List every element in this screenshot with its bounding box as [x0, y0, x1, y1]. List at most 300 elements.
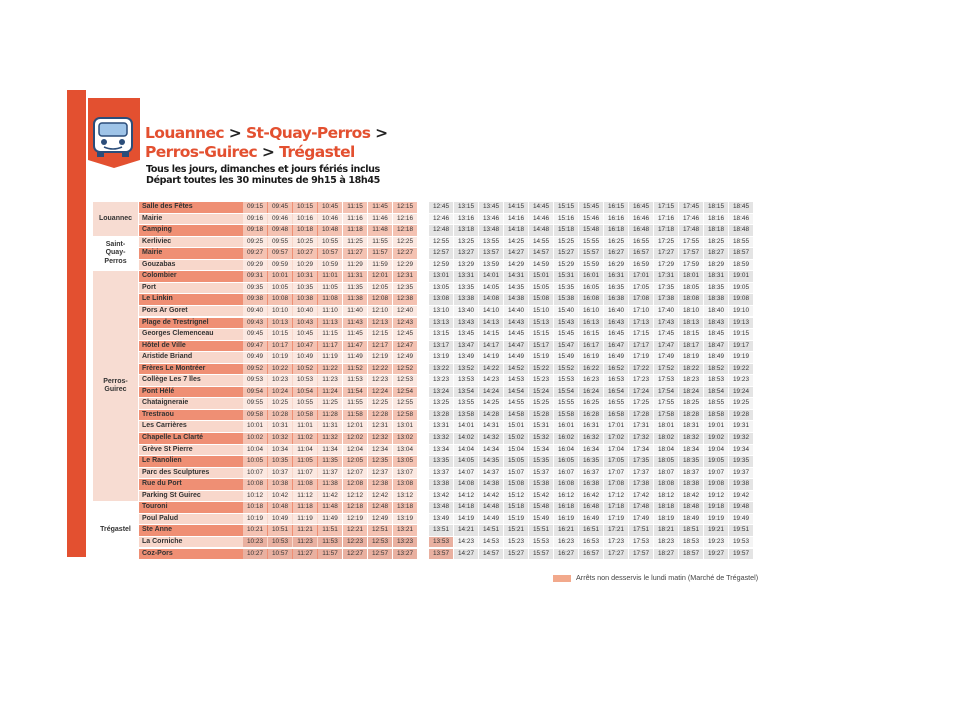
- departure-time: 11:47: [343, 341, 367, 352]
- departure-time: 11:38: [343, 294, 367, 305]
- departure-time: 13:19: [393, 514, 417, 525]
- departure-time: 09:48: [268, 225, 292, 236]
- departure-time: 16:48: [629, 225, 653, 236]
- stop-name: Mairie: [139, 214, 335, 225]
- departure-time: 16:02: [554, 433, 578, 444]
- departure-time: 14:47: [504, 341, 528, 352]
- departure-time: 17:46: [679, 214, 703, 225]
- route-via-2: Perros-Guirec: [145, 143, 258, 161]
- departure-time: 19:10: [729, 306, 753, 317]
- departure-time: 15:19: [504, 514, 528, 525]
- departure-time: 15:48: [529, 502, 553, 513]
- departure-time: 10:01: [243, 421, 267, 432]
- departure-time: 16:47: [604, 341, 628, 352]
- departure-time: 11:13: [318, 318, 342, 329]
- departure-time: 15:31: [529, 421, 553, 432]
- departure-time: 11:45: [343, 329, 367, 340]
- departure-time: 18:54: [704, 387, 728, 398]
- departure-time: 11:08: [293, 479, 317, 490]
- departure-time: 19:12: [704, 491, 728, 502]
- departure-time: 17:48: [679, 225, 703, 236]
- departure-time: 14:57: [529, 248, 553, 259]
- departure-time: 18:19: [679, 352, 703, 363]
- departure-time: 13:55: [479, 237, 503, 248]
- departure-time: 17:45: [679, 202, 703, 213]
- departure-time: 12:04: [343, 445, 367, 456]
- departure-time: 13:29: [454, 260, 478, 271]
- departure-time: 19:01: [729, 271, 753, 282]
- departure-time: 09:18: [243, 225, 267, 236]
- departure-time: 10:48: [268, 502, 292, 513]
- departure-time: 10:37: [268, 468, 292, 479]
- departure-time: 18:01: [679, 271, 703, 282]
- departure-time: 18:07: [654, 468, 678, 479]
- departure-time: 14:24: [479, 387, 503, 398]
- departure-time: 14:18: [504, 225, 528, 236]
- stop-name: Chataigneraie: [139, 398, 335, 409]
- departure-time: 16:55: [604, 398, 628, 409]
- departure-time: 13:52: [454, 364, 478, 375]
- departure-time: 17:42: [629, 491, 653, 502]
- departure-time: 13:49: [429, 514, 453, 525]
- departure-time: 15:02: [504, 433, 528, 444]
- departure-time: 16:35: [579, 456, 603, 467]
- stop-name: Parking St Guirec: [139, 491, 335, 502]
- legend-swatch: [553, 575, 571, 582]
- departure-time: 15:59: [579, 260, 603, 271]
- stop-name: Le Ranolien: [139, 456, 335, 467]
- departure-time: 17:34: [629, 445, 653, 456]
- departure-time: 10:15: [268, 329, 292, 340]
- departure-time: 10:49: [293, 352, 317, 363]
- departure-time: 09:59: [268, 260, 292, 271]
- departure-time: 16:25: [604, 237, 628, 248]
- departure-time: 14:01: [454, 421, 478, 432]
- departure-time: 13:38: [454, 294, 478, 305]
- departure-time: 16:23: [554, 537, 578, 548]
- departure-time: 11:40: [343, 306, 367, 317]
- departure-time: 11:55: [343, 398, 367, 409]
- departure-time: 19:17: [729, 341, 753, 352]
- departure-time: 12:40: [393, 306, 417, 317]
- departure-time: 15:04: [504, 445, 528, 456]
- departure-time: 14:43: [504, 318, 528, 329]
- departure-time: 12:29: [393, 260, 417, 271]
- departure-time: 10:35: [268, 456, 292, 467]
- departure-time: 16:53: [579, 537, 603, 548]
- departure-time: 13:07: [393, 468, 417, 479]
- departure-time: 09:47: [243, 341, 267, 352]
- service-days-text: Tous les jours, dimanches et jours fériés inclus: [146, 164, 380, 175]
- departure-time: 18:21: [654, 525, 678, 536]
- departure-time: 14:13: [479, 318, 503, 329]
- departure-time: 18:45: [729, 202, 753, 213]
- town-label: Louannec: [93, 202, 138, 236]
- departure-time: 16:19: [579, 352, 603, 363]
- departure-time: 18:58: [704, 410, 728, 421]
- departure-time: 13:19: [429, 352, 453, 363]
- departure-time: 17:53: [654, 375, 678, 386]
- stop-name: Coz-Pors: [139, 549, 335, 560]
- departure-time: 16:49: [604, 352, 628, 363]
- departure-time: 16:08: [579, 294, 603, 305]
- departure-time: 12:31: [393, 271, 417, 282]
- departure-time: 09:45: [268, 202, 292, 213]
- departure-time: 14:31: [479, 421, 503, 432]
- departure-time: 14:12: [454, 491, 478, 502]
- departure-time: 11:58: [343, 410, 367, 421]
- departure-time: 17:58: [654, 410, 678, 421]
- departure-time: 19:48: [729, 502, 753, 513]
- departure-time: 17:15: [629, 329, 653, 340]
- departure-time: 12:45: [429, 202, 453, 213]
- departure-time: 17:35: [629, 456, 653, 467]
- departure-time: 12:46: [429, 214, 453, 225]
- departure-time: 19:53: [729, 537, 753, 548]
- departure-time: 10:27: [243, 549, 267, 560]
- departure-time: 15:01: [529, 271, 553, 282]
- departure-time: 17:07: [604, 468, 628, 479]
- departure-time: 10:23: [243, 537, 267, 548]
- departure-time: 11:46: [368, 214, 392, 225]
- departure-time: 18:37: [679, 468, 703, 479]
- departure-time: 12:49: [393, 352, 417, 363]
- departure-time: 14:40: [504, 306, 528, 317]
- departure-time: 10:52: [293, 364, 317, 375]
- departure-time: 12:05: [368, 283, 392, 294]
- departure-time: 16:31: [604, 271, 628, 282]
- departure-time: 14:45: [529, 202, 553, 213]
- departure-time: 10:19: [268, 352, 292, 363]
- departure-time: 19:15: [729, 329, 753, 340]
- departure-time: 09:49: [243, 352, 267, 363]
- departure-time: 18:28: [679, 410, 703, 421]
- departure-time: 14:45: [504, 329, 528, 340]
- departure-time: 16:01: [554, 421, 578, 432]
- departure-time: 15:49: [529, 514, 553, 525]
- departure-time: 13:49: [454, 352, 478, 363]
- departure-time: 17:31: [629, 421, 653, 432]
- departure-time: 13:04: [393, 445, 417, 456]
- departure-time: 16:25: [579, 398, 603, 409]
- departure-time: 15:15: [554, 202, 578, 213]
- departure-time: 11:38: [318, 479, 342, 490]
- departure-time: 16:16: [604, 214, 628, 225]
- departure-time: 16:57: [629, 248, 653, 259]
- departure-time: 12:15: [368, 329, 392, 340]
- departure-time: 11:35: [343, 283, 367, 294]
- departure-time: 15:27: [554, 248, 578, 259]
- departure-time: 12:27: [393, 248, 417, 259]
- stop-name: Pors Ar Goret: [139, 306, 335, 317]
- departure-time: 14:38: [504, 294, 528, 305]
- departure-time: 12:38: [368, 479, 392, 490]
- departure-time: 17:01: [604, 421, 628, 432]
- route-arrow: >: [228, 124, 242, 142]
- departure-time: 10:24: [268, 387, 292, 398]
- departure-time: 16:15: [604, 202, 628, 213]
- departure-time: 17:23: [604, 537, 628, 548]
- departure-time: 11:53: [343, 375, 367, 386]
- departure-time: 19:51: [729, 525, 753, 536]
- departure-time: 12:52: [393, 364, 417, 375]
- departure-time: 17:35: [654, 283, 678, 294]
- departure-time: 10:57: [318, 248, 342, 259]
- departure-time: 14:31: [504, 271, 528, 282]
- departure-time: 17:38: [629, 479, 653, 490]
- departure-time: 11:04: [293, 445, 317, 456]
- departure-time: 14:25: [479, 398, 503, 409]
- stop-name: Camping: [139, 225, 335, 236]
- departure-time: 10:04: [243, 445, 267, 456]
- departure-time: 13:32: [429, 433, 453, 444]
- departure-time: 15:46: [579, 214, 603, 225]
- departure-time: 15:22: [529, 364, 553, 375]
- departure-time: 15:57: [579, 248, 603, 259]
- departure-time: 14:52: [504, 364, 528, 375]
- departure-time: 14:23: [454, 537, 478, 548]
- departure-time: 12:17: [368, 341, 392, 352]
- departure-time: 11:54: [343, 387, 367, 398]
- departure-time: 16:43: [604, 318, 628, 329]
- departure-time: 14:17: [479, 341, 503, 352]
- departure-time: 13:57: [479, 248, 503, 259]
- departure-time: 11:31: [318, 421, 342, 432]
- departure-time: 18:05: [654, 456, 678, 467]
- stop-name: Georges Clemenceau: [139, 329, 335, 340]
- route-destination: Trégastel: [279, 143, 355, 161]
- town-label: Trégastel: [93, 502, 138, 559]
- departure-time: 11:37: [318, 468, 342, 479]
- departure-time: 16:55: [629, 237, 653, 248]
- departure-time: 09:55: [268, 237, 292, 248]
- departure-time: 13:25: [429, 398, 453, 409]
- departure-time: 10:42: [268, 491, 292, 502]
- departure-time: 11:48: [368, 225, 392, 236]
- departure-time: 18:29: [704, 260, 728, 271]
- departure-time: 18:55: [704, 398, 728, 409]
- departure-time: 15:05: [529, 283, 553, 294]
- departure-time: 12:48: [429, 225, 453, 236]
- departure-time: 12:54: [393, 387, 417, 398]
- departure-time: 13:38: [429, 479, 453, 490]
- departure-time: 19:22: [729, 364, 753, 375]
- departure-time: 15:55: [554, 398, 578, 409]
- departure-time: 11:16: [343, 214, 367, 225]
- departure-time: 10:17: [268, 341, 292, 352]
- departure-time: 11:05: [318, 283, 342, 294]
- departure-time: 10:46: [318, 214, 342, 225]
- departure-time: 12:22: [368, 364, 392, 375]
- departure-time: 10:49: [268, 514, 292, 525]
- departure-time: 15:53: [554, 375, 578, 386]
- departure-time: 17:53: [629, 537, 653, 548]
- departure-time: 16:45: [629, 202, 653, 213]
- departure-time: 18:38: [679, 479, 703, 490]
- departure-time: 15:57: [529, 549, 553, 560]
- departure-time: 12:08: [368, 294, 392, 305]
- stop-name: Le Linkin: [139, 294, 335, 305]
- departure-time: 13:54: [454, 387, 478, 398]
- departure-time: 12:32: [368, 433, 392, 444]
- departure-time: 13:46: [479, 214, 503, 225]
- departure-time: 11:48: [318, 502, 342, 513]
- departure-time: 11:57: [318, 549, 342, 560]
- departure-time: 12:12: [343, 491, 367, 502]
- departure-time: 10:53: [268, 537, 292, 548]
- departure-time: 11:27: [293, 549, 317, 560]
- stop-name: La Corniche: [139, 537, 335, 548]
- departure-time: 12:55: [429, 237, 453, 248]
- departure-time: 15:55: [579, 237, 603, 248]
- departure-time: 19:25: [729, 398, 753, 409]
- departure-time: 18:32: [679, 433, 703, 444]
- departure-time: 18:25: [704, 237, 728, 248]
- departure-time: 15:58: [554, 410, 578, 421]
- departure-time: 18:48: [679, 502, 703, 513]
- town-label: Perros- Guirec: [93, 271, 138, 501]
- departure-time: 10:08: [268, 294, 292, 305]
- departure-time: 17:43: [654, 318, 678, 329]
- departure-time: 13:34: [429, 445, 453, 456]
- departure-time: 18:19: [654, 514, 678, 525]
- departure-time: 11:25: [343, 237, 367, 248]
- stop-name: Pont Hélé: [139, 387, 335, 398]
- departure-time: 12:35: [393, 283, 417, 294]
- departure-time: 15:43: [554, 318, 578, 329]
- departure-time: 15:42: [529, 491, 553, 502]
- departure-time: 14:54: [504, 387, 528, 398]
- departure-time: 17:47: [654, 341, 678, 352]
- departure-time: 18:42: [679, 491, 703, 502]
- departure-time: 18:27: [654, 549, 678, 560]
- departure-time: 11:18: [293, 502, 317, 513]
- departure-time: 18:52: [704, 364, 728, 375]
- departure-time: 10:15: [293, 202, 317, 213]
- departure-time: 10:18: [293, 225, 317, 236]
- departure-time: 11:21: [293, 525, 317, 536]
- stop-name: Mairie: [139, 248, 335, 259]
- departure-time: 18:10: [679, 306, 703, 317]
- departure-time: 15:32: [529, 433, 553, 444]
- departure-time: 18:31: [704, 271, 728, 282]
- departure-time: 19:42: [729, 491, 753, 502]
- departure-time: 12:16: [393, 214, 417, 225]
- departure-time: 11:15: [318, 329, 342, 340]
- departure-time: 11:01: [293, 421, 317, 432]
- departure-time: 19:05: [704, 456, 728, 467]
- departure-time: 13:01: [393, 421, 417, 432]
- departure-time: 13:15: [429, 329, 453, 340]
- stop-name: Parc des Sculptures: [139, 468, 335, 479]
- departure-time: 17:27: [654, 248, 678, 259]
- departure-time: 12:27: [343, 549, 367, 560]
- route-via-1: St-Quay-Perros: [245, 124, 371, 142]
- route-arrow: >: [261, 143, 275, 161]
- departure-time: 18:08: [654, 479, 678, 490]
- departure-time: 13:16: [454, 214, 478, 225]
- departure-time: 19:04: [704, 445, 728, 456]
- departure-time: 12:08: [343, 479, 367, 490]
- departure-time: 10:35: [293, 283, 317, 294]
- stop-name: Trestraou: [139, 410, 335, 421]
- departure-time: 09:57: [268, 248, 292, 259]
- departure-time: 14:18: [454, 502, 478, 513]
- departure-time: 12:13: [368, 318, 392, 329]
- departure-time: 14:57: [479, 549, 503, 560]
- departure-time: 14:01: [479, 271, 503, 282]
- departure-time: 11:32: [318, 433, 342, 444]
- departure-time: 10:08: [243, 479, 267, 490]
- departure-time: 10:25: [268, 398, 292, 409]
- departure-time: 16:18: [554, 502, 578, 513]
- departure-time: 16:01: [579, 271, 603, 282]
- route-title-line-2: [145, 143, 355, 161]
- departure-time: 12:15: [393, 202, 417, 213]
- departure-time: 15:45: [579, 202, 603, 213]
- departure-time: 18:01: [654, 421, 678, 432]
- departure-time: 10:55: [318, 237, 342, 248]
- departure-time: 14:08: [479, 294, 503, 305]
- departure-time: 18:38: [704, 294, 728, 305]
- departure-time: 17:18: [654, 225, 678, 236]
- departure-time: 11:15: [343, 202, 367, 213]
- departure-time: 17:01: [629, 271, 653, 282]
- departure-time: 17:21: [604, 525, 628, 536]
- stop-name: Chapelle La Clarté: [139, 433, 335, 444]
- departure-time: 13:31: [454, 271, 478, 282]
- departure-time: 19:27: [704, 549, 728, 560]
- departure-time: 10:05: [243, 456, 267, 467]
- route-arrow: >: [375, 124, 388, 142]
- departure-time: 12:35: [368, 456, 392, 467]
- departure-time: 15:08: [529, 294, 553, 305]
- departure-time: 10:57: [268, 549, 292, 560]
- departure-time: 14:19: [454, 514, 478, 525]
- departure-time: 14:48: [529, 225, 553, 236]
- departure-time: 13:13: [429, 318, 453, 329]
- stop-name: Grève St Pierre: [139, 445, 335, 456]
- departure-time: 12:49: [368, 514, 392, 525]
- departure-time: 11:01: [318, 271, 342, 282]
- departure-time: 10:05: [268, 283, 292, 294]
- departure-time: 15:53: [529, 537, 553, 548]
- departure-time: 16:05: [554, 456, 578, 467]
- departure-time: 10:53: [293, 375, 317, 386]
- departure-time: 13:18: [454, 225, 478, 236]
- departure-time: 10:38: [293, 294, 317, 305]
- departure-time: 14:58: [504, 410, 528, 421]
- departure-time: 14:08: [454, 479, 478, 490]
- departure-time: 10:12: [243, 491, 267, 502]
- departure-time: 14:19: [479, 352, 503, 363]
- departure-time: 17:31: [654, 271, 678, 282]
- departure-time: 13:05: [429, 283, 453, 294]
- departure-time: 12:42: [368, 491, 392, 502]
- departure-time: 16:12: [554, 491, 578, 502]
- departure-time: 18:46: [729, 214, 753, 225]
- departure-time: 18:18: [654, 502, 678, 513]
- departure-time: 12:59: [429, 260, 453, 271]
- departure-time: 14:15: [504, 202, 528, 213]
- departure-time: 11:59: [368, 260, 392, 271]
- departure-time: 13:22: [429, 364, 453, 375]
- departure-time: 12:02: [343, 433, 367, 444]
- departure-time: 18:59: [729, 260, 753, 271]
- accent-stripe: [67, 90, 86, 557]
- departure-time: 18:45: [704, 329, 728, 340]
- departure-time: 13:27: [393, 549, 417, 560]
